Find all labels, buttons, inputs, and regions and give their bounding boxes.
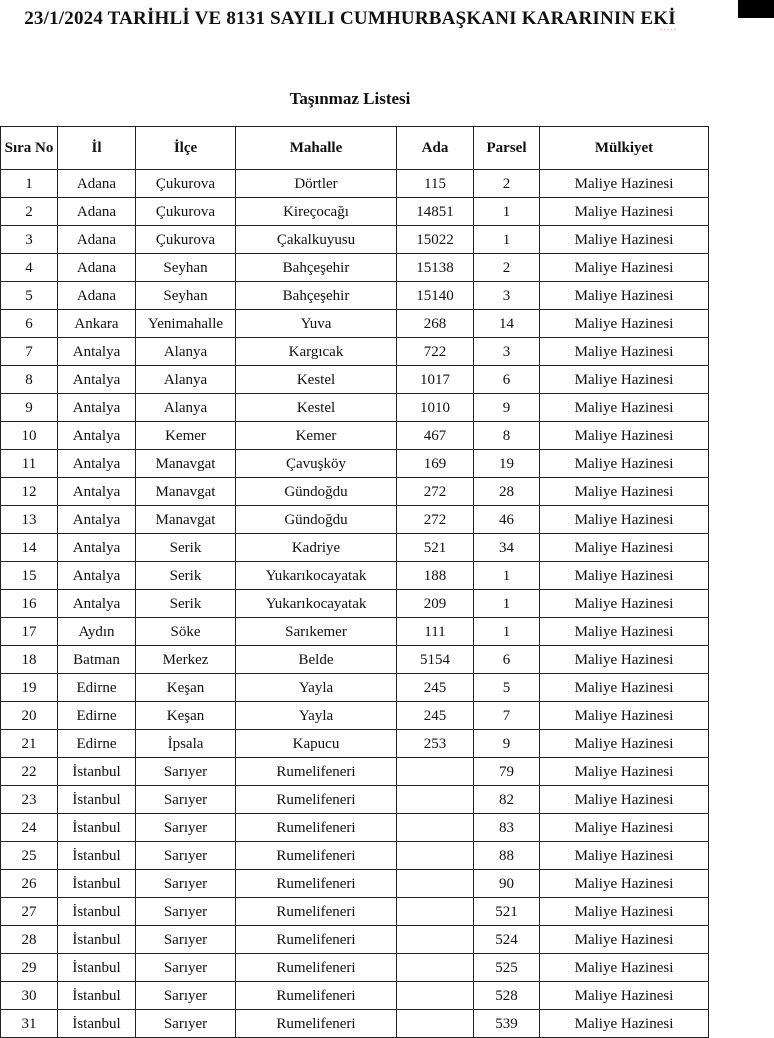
mulkiyet-cell: Maliye Hazinesi [540, 338, 709, 366]
table-row [1, 758, 709, 786]
ada-cell: 722 [397, 338, 474, 366]
mahalle-cell: Rumelifeneri [236, 898, 397, 926]
sira-no-cell: 12 [1, 478, 58, 506]
sira-no-cell: 25 [1, 842, 58, 870]
ilce-cell: Sarıyer [136, 1010, 236, 1038]
document-header-title: 23/1/2024 TARİHLİ VE 8131 SAYILI CUMHURBAŞKANI KARARININ EKİ [24, 8, 676, 29]
watermark-stamp: ••••• [660, 27, 678, 34]
parsel-cell: 28 [474, 478, 540, 506]
mulkiyet-cell: Maliye Hazinesi [540, 702, 709, 730]
mahalle-cell: Yukarıkocayatak [236, 562, 397, 590]
ilce-cell: Çukurova [136, 226, 236, 254]
ada-cell: 245 [397, 674, 474, 702]
il-cell: İstanbul [58, 814, 136, 842]
il-cell: İstanbul [58, 926, 136, 954]
mahalle-cell: Kadriye [236, 534, 397, 562]
parsel-cell: 82 [474, 786, 540, 814]
ilce-cell: Serik [136, 534, 236, 562]
sira-no-cell: 24 [1, 814, 58, 842]
ada-cell: 253 [397, 730, 474, 758]
mulkiyet-cell: Maliye Hazinesi [540, 730, 709, 758]
header-ada: Ada [397, 127, 474, 170]
ada-cell: 111 [397, 618, 474, 646]
ada-cell: 14851 [397, 198, 474, 226]
ada-cell [397, 814, 474, 842]
mulkiyet-cell: Maliye Hazinesi [540, 422, 709, 450]
header-mahalle: Mahalle [236, 127, 397, 170]
sira-no-cell: 14 [1, 534, 58, 562]
parsel-cell: 525 [474, 954, 540, 982]
mahalle-cell: Kemer [236, 422, 397, 450]
ilce-cell: Sarıyer [136, 982, 236, 1010]
header-ilce: İlçe [136, 127, 236, 170]
mahalle-cell: Rumelifeneri [236, 758, 397, 786]
ada-cell: 1017 [397, 366, 474, 394]
mahalle-cell: Kireçocağı [236, 198, 397, 226]
il-cell: Aydın [58, 618, 136, 646]
mulkiyet-cell: Maliye Hazinesi [540, 646, 709, 674]
ada-cell [397, 954, 474, 982]
parsel-cell: 1 [474, 618, 540, 646]
ada-cell: 169 [397, 450, 474, 478]
table-row [1, 226, 709, 254]
mulkiyet-cell: Maliye Hazinesi [540, 562, 709, 590]
mulkiyet-cell: Maliye Hazinesi [540, 898, 709, 926]
mulkiyet-cell: Maliye Hazinesi [540, 366, 709, 394]
ilce-cell: İpsala [136, 730, 236, 758]
mulkiyet-cell: Maliye Hazinesi [540, 982, 709, 1010]
il-cell: İstanbul [58, 982, 136, 1010]
ada-cell [397, 758, 474, 786]
mahalle-cell: Rumelifeneri [236, 926, 397, 954]
table-row [1, 730, 709, 758]
table-row [1, 842, 709, 870]
il-cell: İstanbul [58, 842, 136, 870]
table-row [1, 870, 709, 898]
il-cell: Ankara [58, 310, 136, 338]
table-row [1, 338, 709, 366]
mahalle-cell: Rumelifeneri [236, 870, 397, 898]
mahalle-cell: Kestel [236, 394, 397, 422]
parsel-cell: 524 [474, 926, 540, 954]
il-cell: Batman [58, 646, 136, 674]
ilce-cell: Kemer [136, 422, 236, 450]
table-row [1, 786, 709, 814]
parsel-cell: 46 [474, 506, 540, 534]
il-cell: İstanbul [58, 1010, 136, 1038]
table-row [1, 898, 709, 926]
table-row [1, 366, 709, 394]
ada-cell: 521 [397, 534, 474, 562]
mahalle-cell: Yuva [236, 310, 397, 338]
sira-no-cell: 8 [1, 366, 58, 394]
parsel-cell: 2 [474, 254, 540, 282]
sira-no-cell: 11 [1, 450, 58, 478]
parsel-cell: 521 [474, 898, 540, 926]
table-row [1, 702, 709, 730]
ada-cell: 115 [397, 170, 474, 198]
parsel-cell: 83 [474, 814, 540, 842]
table-body [1, 170, 709, 1038]
parsel-cell: 5 [474, 674, 540, 702]
mahalle-cell: Kapucu [236, 730, 397, 758]
il-cell: Adana [58, 226, 136, 254]
ada-cell [397, 926, 474, 954]
ada-cell: 272 [397, 478, 474, 506]
mulkiyet-cell: Maliye Hazinesi [540, 254, 709, 282]
il-cell: Antalya [58, 534, 136, 562]
mulkiyet-cell: Maliye Hazinesi [540, 618, 709, 646]
sira-no-cell: 10 [1, 422, 58, 450]
table-row [1, 618, 709, 646]
ada-cell: 5154 [397, 646, 474, 674]
il-cell: İstanbul [58, 758, 136, 786]
parsel-cell: 7 [474, 702, 540, 730]
il-cell: İstanbul [58, 898, 136, 926]
table-row [1, 310, 709, 338]
sira-no-cell: 21 [1, 730, 58, 758]
il-cell: Antalya [58, 506, 136, 534]
sira-no-cell: 18 [1, 646, 58, 674]
il-cell: Adana [58, 198, 136, 226]
mahalle-cell: Rumelifeneri [236, 982, 397, 1010]
table-row [1, 814, 709, 842]
parsel-cell: 2 [474, 170, 540, 198]
table-header-row [1, 127, 709, 170]
mahalle-cell: Yayla [236, 674, 397, 702]
il-cell: Antalya [58, 338, 136, 366]
sira-no-cell: 6 [1, 310, 58, 338]
mahalle-cell: Rumelifeneri [236, 842, 397, 870]
ada-cell: 467 [397, 422, 474, 450]
mulkiyet-cell: Maliye Hazinesi [540, 394, 709, 422]
ilce-cell: Sarıyer [136, 954, 236, 982]
mulkiyet-cell: Maliye Hazinesi [540, 478, 709, 506]
il-cell: Antalya [58, 478, 136, 506]
sira-no-cell: 22 [1, 758, 58, 786]
ilce-cell: Sarıyer [136, 786, 236, 814]
parsel-cell: 79 [474, 758, 540, 786]
table-row [1, 926, 709, 954]
ilce-cell: Seyhan [136, 254, 236, 282]
mulkiyet-cell: Maliye Hazinesi [540, 758, 709, 786]
il-cell: Adana [58, 170, 136, 198]
ada-cell [397, 870, 474, 898]
ada-cell: 209 [397, 590, 474, 618]
sira-no-cell: 16 [1, 590, 58, 618]
parsel-cell: 8 [474, 422, 540, 450]
ilce-cell: Çukurova [136, 170, 236, 198]
table-row [1, 254, 709, 282]
sira-no-cell: 7 [1, 338, 58, 366]
mulkiyet-cell: Maliye Hazinesi [540, 226, 709, 254]
table-row [1, 646, 709, 674]
il-cell: Antalya [58, 366, 136, 394]
parsel-cell: 34 [474, 534, 540, 562]
mulkiyet-cell: Maliye Hazinesi [540, 842, 709, 870]
sira-no-cell: 9 [1, 394, 58, 422]
mahalle-cell: Rumelifeneri [236, 954, 397, 982]
mulkiyet-cell: Maliye Hazinesi [540, 534, 709, 562]
parsel-cell: 1 [474, 562, 540, 590]
table-row [1, 478, 709, 506]
ilce-cell: Sarıyer [136, 814, 236, 842]
parsel-cell: 90 [474, 870, 540, 898]
mahalle-cell: Gündoğdu [236, 506, 397, 534]
ada-cell [397, 842, 474, 870]
mulkiyet-cell: Maliye Hazinesi [540, 674, 709, 702]
table-row [1, 450, 709, 478]
mulkiyet-cell: Maliye Hazinesi [540, 282, 709, 310]
ada-cell: 245 [397, 702, 474, 730]
mahalle-cell: Bahçeşehir [236, 282, 397, 310]
sira-no-cell: 13 [1, 506, 58, 534]
mulkiyet-cell: Maliye Hazinesi [540, 450, 709, 478]
il-cell: Antalya [58, 394, 136, 422]
ada-cell [397, 898, 474, 926]
mahalle-cell: Kargıcak [236, 338, 397, 366]
mulkiyet-cell: Maliye Hazinesi [540, 170, 709, 198]
sira-no-cell: 23 [1, 786, 58, 814]
header-il: İl [58, 127, 136, 170]
mulkiyet-cell: Maliye Hazinesi [540, 926, 709, 954]
header-sira-no: Sıra No [1, 127, 58, 170]
sira-no-cell: 29 [1, 954, 58, 982]
parsel-cell: 14 [474, 310, 540, 338]
il-cell: İstanbul [58, 954, 136, 982]
ada-cell [397, 786, 474, 814]
ilce-cell: Sarıyer [136, 898, 236, 926]
parsel-cell: 1 [474, 590, 540, 618]
il-cell: Adana [58, 282, 136, 310]
table-row [1, 590, 709, 618]
ilce-cell: Yenimahalle [136, 310, 236, 338]
table-row [1, 534, 709, 562]
ada-cell: 272 [397, 506, 474, 534]
ilce-cell: Serik [136, 590, 236, 618]
mulkiyet-cell: Maliye Hazinesi [540, 590, 709, 618]
mahalle-cell: Bahçeşehir [236, 254, 397, 282]
table-row [1, 506, 709, 534]
mahalle-cell: Sarıkemer [236, 618, 397, 646]
table-row [1, 954, 709, 982]
mahalle-cell: Rumelifeneri [236, 786, 397, 814]
table-row [1, 282, 709, 310]
il-cell: Antalya [58, 450, 136, 478]
mulkiyet-cell: Maliye Hazinesi [540, 814, 709, 842]
il-cell: Adana [58, 254, 136, 282]
mahalle-cell: Rumelifeneri [236, 1010, 397, 1038]
parsel-cell: 9 [474, 730, 540, 758]
mahalle-cell: Rumelifeneri [236, 814, 397, 842]
mahalle-cell: Yukarıkocayatak [236, 590, 397, 618]
ada-cell: 188 [397, 562, 474, 590]
ilce-cell: Alanya [136, 338, 236, 366]
property-table [0, 126, 709, 1038]
table-row [1, 562, 709, 590]
mulkiyet-cell: Maliye Hazinesi [540, 506, 709, 534]
parsel-cell: 19 [474, 450, 540, 478]
parsel-cell: 3 [474, 282, 540, 310]
mahalle-cell: Belde [236, 646, 397, 674]
mulkiyet-cell: Maliye Hazinesi [540, 870, 709, 898]
parsel-cell: 9 [474, 394, 540, 422]
mahalle-cell: Çavuşköy [236, 450, 397, 478]
il-cell: İstanbul [58, 870, 136, 898]
ilce-cell: Manavgat [136, 450, 236, 478]
mulkiyet-cell: Maliye Hazinesi [540, 786, 709, 814]
list-title: Taşınmaz Listesi [289, 89, 411, 108]
sira-no-cell: 1 [1, 170, 58, 198]
redaction-block [738, 0, 774, 18]
sira-no-cell: 4 [1, 254, 58, 282]
sira-no-cell: 3 [1, 226, 58, 254]
il-cell: Antalya [58, 590, 136, 618]
il-cell: İstanbul [58, 786, 136, 814]
parsel-cell: 88 [474, 842, 540, 870]
sira-no-cell: 15 [1, 562, 58, 590]
table-row [1, 394, 709, 422]
sira-no-cell: 19 [1, 674, 58, 702]
sira-no-cell: 20 [1, 702, 58, 730]
parsel-cell: 528 [474, 982, 540, 1010]
il-cell: Edirne [58, 730, 136, 758]
header-parsel: Parsel [474, 127, 540, 170]
ilce-cell: Sarıyer [136, 926, 236, 954]
mulkiyet-cell: Maliye Hazinesi [540, 1010, 709, 1038]
sira-no-cell: 17 [1, 618, 58, 646]
sira-no-cell: 27 [1, 898, 58, 926]
ilce-cell: Keşan [136, 702, 236, 730]
ada-cell [397, 982, 474, 1010]
ilce-cell: Manavgat [136, 478, 236, 506]
ilce-cell: Çukurova [136, 198, 236, 226]
ilce-cell: Seyhan [136, 282, 236, 310]
mahalle-cell: Gündoğdu [236, 478, 397, 506]
mahalle-cell: Yayla [236, 702, 397, 730]
sira-no-cell: 2 [1, 198, 58, 226]
mahalle-cell: Dörtler [236, 170, 397, 198]
parsel-cell: 6 [474, 646, 540, 674]
header-mulkiyet: Mülkiyet [540, 127, 709, 170]
ada-cell: 268 [397, 310, 474, 338]
il-cell: Antalya [58, 562, 136, 590]
ilce-cell: Keşan [136, 674, 236, 702]
mulkiyet-cell: Maliye Hazinesi [540, 310, 709, 338]
parsel-cell: 539 [474, 1010, 540, 1038]
table-row [1, 198, 709, 226]
table-row [1, 674, 709, 702]
ada-cell: 15022 [397, 226, 474, 254]
il-cell: Edirne [58, 702, 136, 730]
sira-no-cell: 31 [1, 1010, 58, 1038]
mulkiyet-cell: Maliye Hazinesi [540, 198, 709, 226]
ada-cell: 15140 [397, 282, 474, 310]
sira-no-cell: 30 [1, 982, 58, 1010]
parsel-cell: 3 [474, 338, 540, 366]
ada-cell: 15138 [397, 254, 474, 282]
sira-no-cell: 26 [1, 870, 58, 898]
ilce-cell: Serik [136, 562, 236, 590]
ilce-cell: Sarıyer [136, 870, 236, 898]
parsel-cell: 1 [474, 198, 540, 226]
sira-no-cell: 28 [1, 926, 58, 954]
mahalle-cell: Kestel [236, 366, 397, 394]
ilce-cell: Manavgat [136, 506, 236, 534]
ilce-cell: Sarıyer [136, 842, 236, 870]
ada-cell: 1010 [397, 394, 474, 422]
table-row [1, 982, 709, 1010]
mahalle-cell: Çakalkuyusu [236, 226, 397, 254]
parsel-cell: 6 [474, 366, 540, 394]
ilce-cell: Sarıyer [136, 758, 236, 786]
ilce-cell: Alanya [136, 394, 236, 422]
parsel-cell: 1 [474, 226, 540, 254]
mulkiyet-cell: Maliye Hazinesi [540, 954, 709, 982]
sira-no-cell: 5 [1, 282, 58, 310]
il-cell: Edirne [58, 674, 136, 702]
ilce-cell: Söke [136, 618, 236, 646]
ilce-cell: Alanya [136, 366, 236, 394]
il-cell: Antalya [58, 422, 136, 450]
table-row [1, 170, 709, 198]
table-row [1, 422, 709, 450]
ilce-cell: Merkez [136, 646, 236, 674]
